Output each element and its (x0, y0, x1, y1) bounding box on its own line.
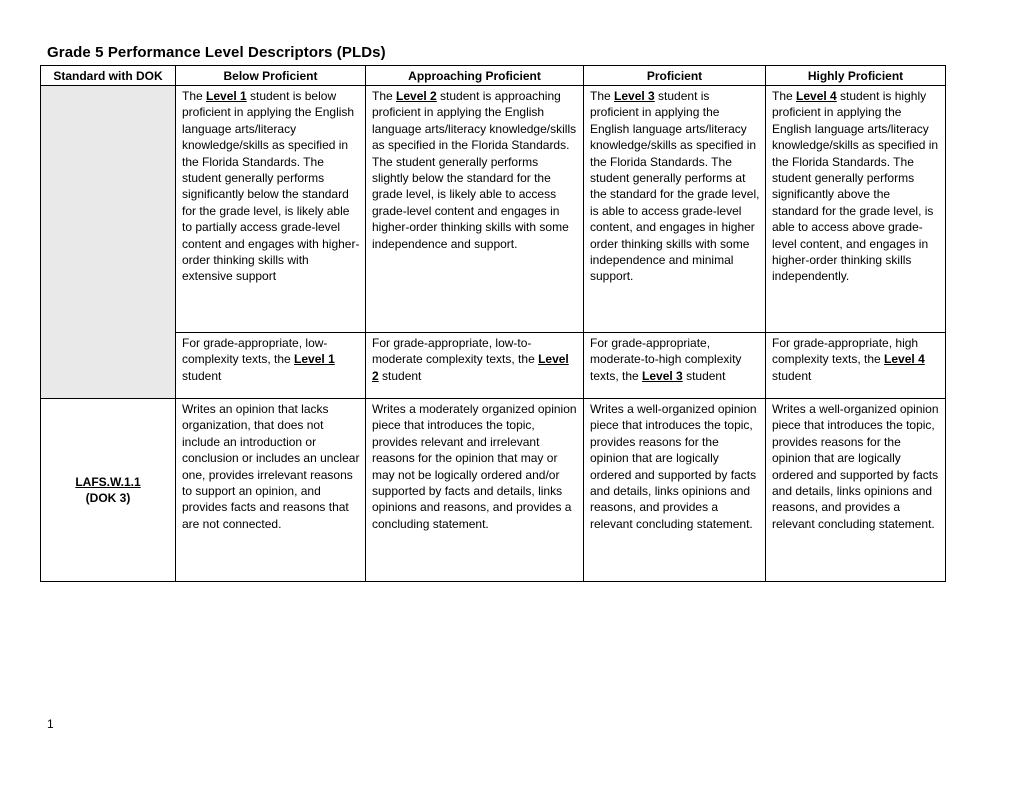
emphasized-text: Level 1 (294, 352, 335, 367)
text-segment: student (772, 368, 812, 383)
text-segment: Writes a well-organized opinion piece that introduces the topic, provides reasons for the opinion that are logically ordered and supported by facts and details, links opinions and reasons, and provides a relevant concluding statement. (590, 402, 757, 531)
descriptor-cell (766, 399, 946, 582)
emphasized-text: Level 2 (396, 89, 437, 103)
text-segment: student (378, 368, 422, 383)
page-number: 1 (47, 717, 54, 731)
emphasized-text: Level 3 (614, 89, 655, 103)
descriptor-cell (766, 86, 946, 333)
emphasized-text: Level 1 (206, 89, 247, 103)
text-segment: student is below proficient in applying the English language arts/literacy knowledge/skills as specified in the Florida Standards. The student generally performs significantly below the standard for the grade level, is likely able to partially access grade-level content and engages with higher-order thinking skills with extensive support (182, 89, 360, 284)
table-body (41, 86, 946, 582)
emphasized-text: Level 4 (884, 352, 925, 367)
table-header-row (41, 66, 946, 86)
text-segment: student (182, 368, 222, 383)
column-header: Below Proficient (176, 66, 366, 86)
column-header: Approaching Proficient (366, 66, 584, 86)
table-header (41, 66, 946, 86)
table-row (41, 86, 946, 333)
emphasized-text: LAFS.W.1.1 (75, 474, 141, 489)
table-row (41, 399, 946, 582)
standard-cell (41, 86, 176, 399)
text-segment: The (772, 89, 797, 103)
text-segment: The (590, 89, 615, 103)
standard-cell (41, 399, 176, 582)
text-segment: For grade-appropriate, low-to-moderate complexity texts, the (372, 336, 539, 367)
column-header: Proficient (584, 66, 766, 86)
text-segment: student is highly proficient in applying the English language arts/literacy knowledge/skills as specified in the Florida Standards. The student generally performs significantly above the standard for the grade level, is able to access above grade-level content, and engages in higher-order thinking skills independently. (772, 89, 939, 284)
descriptor-cell (176, 333, 366, 399)
text-segment: The (372, 89, 397, 103)
emphasized-text: Level 2 (372, 352, 569, 383)
text-segment: student (682, 368, 726, 383)
text-segment: For grade-appropriate, high complexity texts, the (772, 336, 919, 367)
descriptor-cell (584, 333, 766, 399)
descriptor-cell (584, 399, 766, 582)
text-segment: Writes a well-organized opinion piece that introduces the topic, provides reasons for the opinion that are logically ordered and supported by facts and details, links opinions and reasons, and provides a relevant concluding statement. (772, 402, 939, 531)
descriptor-cell (176, 399, 366, 582)
text-segment: student is proficient in applying the English language arts/literacy knowledge/skills as specified in the Florida Standards. The student generally performs at the standard for the grade level, is able to access grade-level content, and engages in higher order thinking skills with some independence and minimal support. (590, 89, 760, 284)
descriptor-cell (366, 86, 584, 333)
document-title: Grade 5 Performance Level Descriptors (PLDs) (47, 44, 386, 61)
emphasized-text: Level 3 (642, 368, 683, 383)
emphasized-text: Level 4 (796, 89, 837, 103)
text-segment: The (182, 89, 207, 103)
text-segment: For grade-appropriate, moderate-to-high complexity texts, the (590, 336, 742, 383)
pld-table (40, 65, 946, 582)
text-segment: For grade-appropriate, low-complexity texts, the (182, 336, 328, 367)
emphasized-text: (DOK 3) (85, 491, 131, 505)
descriptor-cell (176, 86, 366, 333)
table-row (41, 333, 946, 399)
column-header: Standard with DOK (41, 66, 176, 86)
descriptor-cell (584, 86, 766, 333)
column-header: Highly Proficient (766, 66, 946, 86)
text-segment: Writes a moderately organized opinion piece that introduces the topic, provides relevant and irrelevant reasons for the opinion that may or may not be logically ordered and/or supported by facts and details, links opinions and reasons, and provides a concluding statement. (372, 402, 577, 531)
descriptor-cell (366, 399, 584, 582)
descriptor-cell (766, 333, 946, 399)
text-segment: Writes an opinion that lacks organization, that does not include an introduction or conclusion or includes an unclear one, provides irrelevant reasons to support an opinion, and provides facts and reasons that are not connected. (182, 402, 360, 531)
text-segment: student is approaching proficient in applying the English language arts/literacy knowledge/skills as specified in the Florida Standards. The student generally performs slightly below the standard for the grade level, is likely able to access grade-level content and engages in higher-order thinking skills with some independence and support. (372, 89, 577, 251)
descriptor-cell (366, 333, 584, 399)
